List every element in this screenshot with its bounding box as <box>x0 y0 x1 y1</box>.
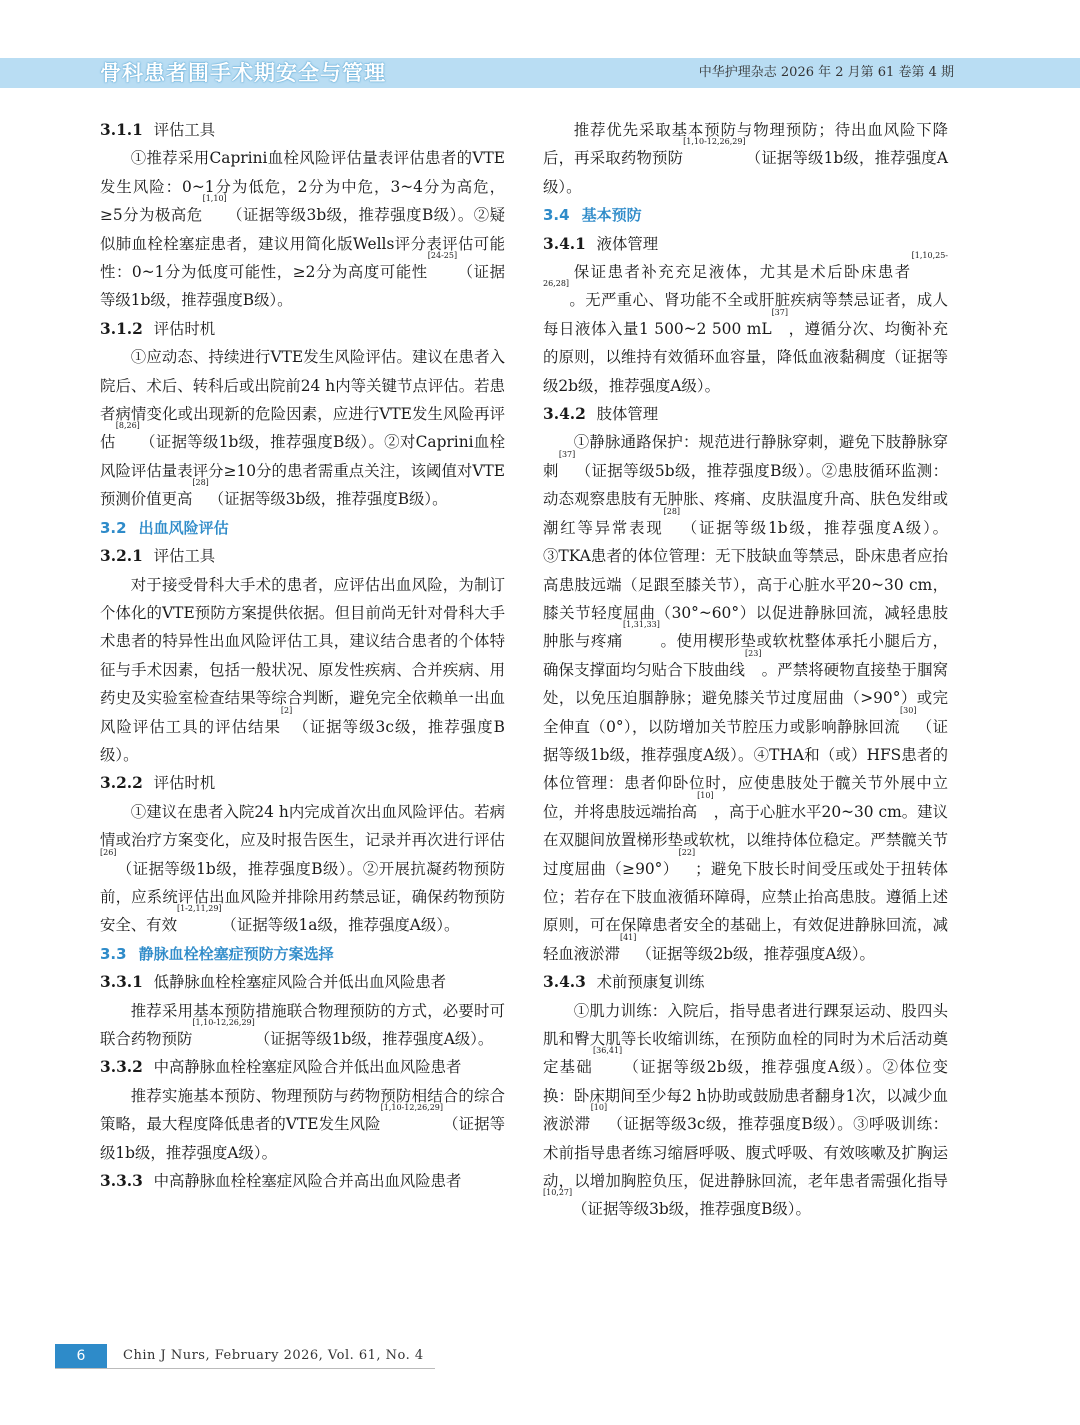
citation: [1,10-12,26,29] <box>380 1103 444 1113</box>
citation: [10] <box>697 790 714 800</box>
page-footer <box>55 1344 435 1369</box>
citation: [37] <box>771 307 788 317</box>
citation: [1,10-12,26,29] <box>192 1018 255 1027</box>
citation: [1,10-12,26,29] <box>683 137 746 147</box>
citation: [10] <box>590 1103 608 1113</box>
citation: [2] <box>280 705 293 715</box>
citation: [1,10,25-26,28] <box>543 251 948 289</box>
paragraph: 推荐采用基本预防措施联合物理预防的方式，必要时可联合药物预防[1,10-12,26,29]（证据等级1b级，推荐强度A级）。 <box>100 1001 505 1048</box>
citation: [8,26] <box>115 421 140 431</box>
paragraph: ①推荐采用Caprini血栓风险评估量表评估患者的VTE发生风险：0~1分为低危，2分为中危，3~4分为高危，≥5分为极高危[1,10]（证据等级3b级，推荐强度B级）。②疑似肺血栓栓塞症患者，建议用简化版Wells评分表评估可能性：0~1分为低度可能性，≥2分为高度可能性[24-25]（证据等级1b级，推荐强度B级）。 <box>100 149 505 310</box>
citation: [36,41] <box>593 1046 623 1056</box>
journal-info: 中华护理杂志 2026 年 2 月第 61 卷第 4 期 <box>698 65 954 80</box>
citation: [41] <box>619 932 637 942</box>
citation: [23] <box>745 648 762 658</box>
citation: [37] <box>558 449 576 459</box>
citation: [22] <box>678 847 696 857</box>
citation: [28] <box>192 478 209 488</box>
paragraph: 对于接受骨科大手术的患者，应评估出血风险，为制订个体化的VTE预防方案提供依据。但目前尚无针对骨科大手术患者的特异性出血风险评估工具，建议结合患者的个体特征与手术因素，包括一般状况、原发性疾病、合并疾病、用药史及实验室检查结果等综合判断，避免完全依赖单一出血风险评估工具的评估结果[2]（证据等级3c级，推荐强度B级）。 <box>100 575 505 764</box>
heading-3-3-2: 3.3.2 中高静脉血栓栓塞症风险合并低出血风险患者 <box>100 1058 462 1077</box>
right-column <box>543 116 948 1224</box>
heading-3-1-2: 3.1.2 评估时机 <box>100 319 216 338</box>
footer-citation: Chin J Nurs, February 2026, Vol. 61, No. 4 <box>123 1348 424 1363</box>
citation: [26] <box>100 847 117 857</box>
section-title: 骨科患者围手术期安全与管理 <box>100 61 386 85</box>
citation: [24-25] <box>427 251 458 261</box>
heading-3-2-1: 3.2.1 评估工具 <box>100 547 216 566</box>
citation: [1,31,33] <box>623 620 660 630</box>
citation: [30] <box>900 705 917 715</box>
citation: [1-2,11,29] <box>176 904 222 914</box>
heading-3-3-1: 3.3.1 低静脉血栓栓塞症风险合并低出血风险患者 <box>100 973 447 992</box>
page-number: 6 <box>55 1344 107 1368</box>
paragraph: 推荐优先采取基本预防与物理预防；待出血风险下降后，再采取药物预防[1,10-12,26,29]（证据等级1b级，推荐强度A级）。 <box>543 121 948 196</box>
citation: [10,27] <box>543 1188 573 1198</box>
heading-3-4-1: 3.4.1 液体管理 <box>543 234 659 253</box>
heading-3-2-2: 3.2.2 评估时机 <box>100 774 216 793</box>
paragraph: 推荐实施基本预防、物理预防与药物预防相结合的综合策略，最大程度降低患者的VTE发生风险[1,10-12,26,29]（证据等级1b级，推荐强度A级）。 <box>100 1086 505 1162</box>
paragraph: ①肌力训练：入院后，指导患者进行踝泵运动、股四头肌和臀大肌等长收缩训练，在预防血栓的同时为术后活动奠定基础[36,41]（证据等级2b级，推荐强度A级）。②体位变换：卧床期间至少每2 h协助或鼓励患者翻身1次，以减少血液淤滞[10]（证据等级3c级，推荐强度B级）。③呼吸训练：术前指导患者练习缩唇呼吸、腹式呼吸、有效咳嗽及扩胸运动，以增加胸腔负压，促进静脉回流，老年患者需强化指导[10,27]（证据等级3b级，推荐强度B级）。 <box>543 1001 948 1219</box>
heading-3-1-1: 3.1.1 评估工具 <box>100 121 216 139</box>
left-column <box>100 116 505 1195</box>
paragraph: ①静脉通路保护：规范进行静脉穿刺，避免下肢静脉穿刺[37]（证据等级5b级，推荐强度B级）。②患肢循环监测：动态观察患肢有无肿胀、疼痛、皮肤温度升高、肤色发绀或潮红等异常表现[28]（证据等级1b级，推荐强度A级）。③TKA患者的体位管理：无下肢缺血等禁忌，卧床患者应抬高患肢远端（足跟至膝关节），高于心脏水平20~30 cm，膝关节轻度屈曲（30°~60°）以促进静脉回流，减轻患肢肿胀与疼痛[1,31,33]。使用楔形垫或软枕整体承托小腿后方，确保支撑面均匀贴合下肢曲线[23]。严禁将硬物直接垫于腘窝处，以免压迫腘静脉；避免膝关节过度屈曲（>90°）或完全伸直（0°），以防增加关节腔压力或影响静脉回流[30]（证据等级1b级，推荐强度A级）。④THA和（或）HFS患者的体位管理：患者仰卧位时，应使患肢处于髋关节外展中立位，并将患肢远端抬高[10]，高于心脏水平20~30 cm。建议在双腿间放置梯形垫或软枕，以维持体位稳定。严禁髋关节过度屈曲（≥90°）[22]；避免下肢长时间受压或处于扭转体位；若存在下肢血液循环障碍，应禁止抬高患肢。遵循上述原则，可在保障患者安全的基础上，有效促进静脉回流，减轻血液淤滞[41]（证据等级2b级，推荐强度A级）。 <box>543 433 948 963</box>
heading-3-3: 3.3 静脉血栓栓塞症预防方案选择 <box>100 944 334 963</box>
heading-3-4-2: 3.4.2 肢体管理 <box>543 405 659 424</box>
citation: [28] <box>663 506 681 516</box>
paragraph: ①建议在患者入院24 h内完成首次出血风险评估。若病情或治疗方案变化，应及时报告医生，记录并再次进行评估[26]（证据等级1b级，推荐强度B级）。②开展抗凝药物预防前，应系统评估出血风险并排除用药禁忌证，确保药物预防安全、有效[1-2,11,29]（证据等级1a级，推荐强度A级）。 <box>100 802 505 935</box>
heading-3-4: 3.4 基本预防 <box>543 206 642 225</box>
header-banner <box>0 58 1080 88</box>
paragraph: ①应动态、持续进行VTE发生风险评估。建议在患者入院后、术后、转科后或出院前24 h内等关键节点评估。若患者病情变化或出现新的危险因素，应进行VTE发生风险再评估[8,26]（证据等级1b级，推荐强度B级）。②对Caprini血栓风险评估量表评分≥10分的患者需重点关注，该阈值对VTE预测价值更高[28]（证据等级3b级，推荐强度B级）。 <box>100 348 505 509</box>
heading-3-3-3: 3.3.3 中高静脉血栓栓塞症风险合并高出血风险患者 <box>100 1172 462 1191</box>
heading-3-4-3: 3.4.3 术前预康复训练 <box>543 973 705 992</box>
heading-3-2: 3.2 出血风险评估 <box>100 518 229 537</box>
citation: [1,10] <box>202 194 227 204</box>
paragraph: 保证患者补充充足液体，尤其是术后卧床患者[1,10,25-26,28]。无严重心、肾功能不全或肝脏疾病等禁忌证者，成人每日液体入量1 500~2 500 mL[37]，遵循分次、均衡补充的原则，以维持有效循环血容量，降低血液黏稠度（证据等级2b级，推荐强度A级）。 <box>543 251 948 395</box>
